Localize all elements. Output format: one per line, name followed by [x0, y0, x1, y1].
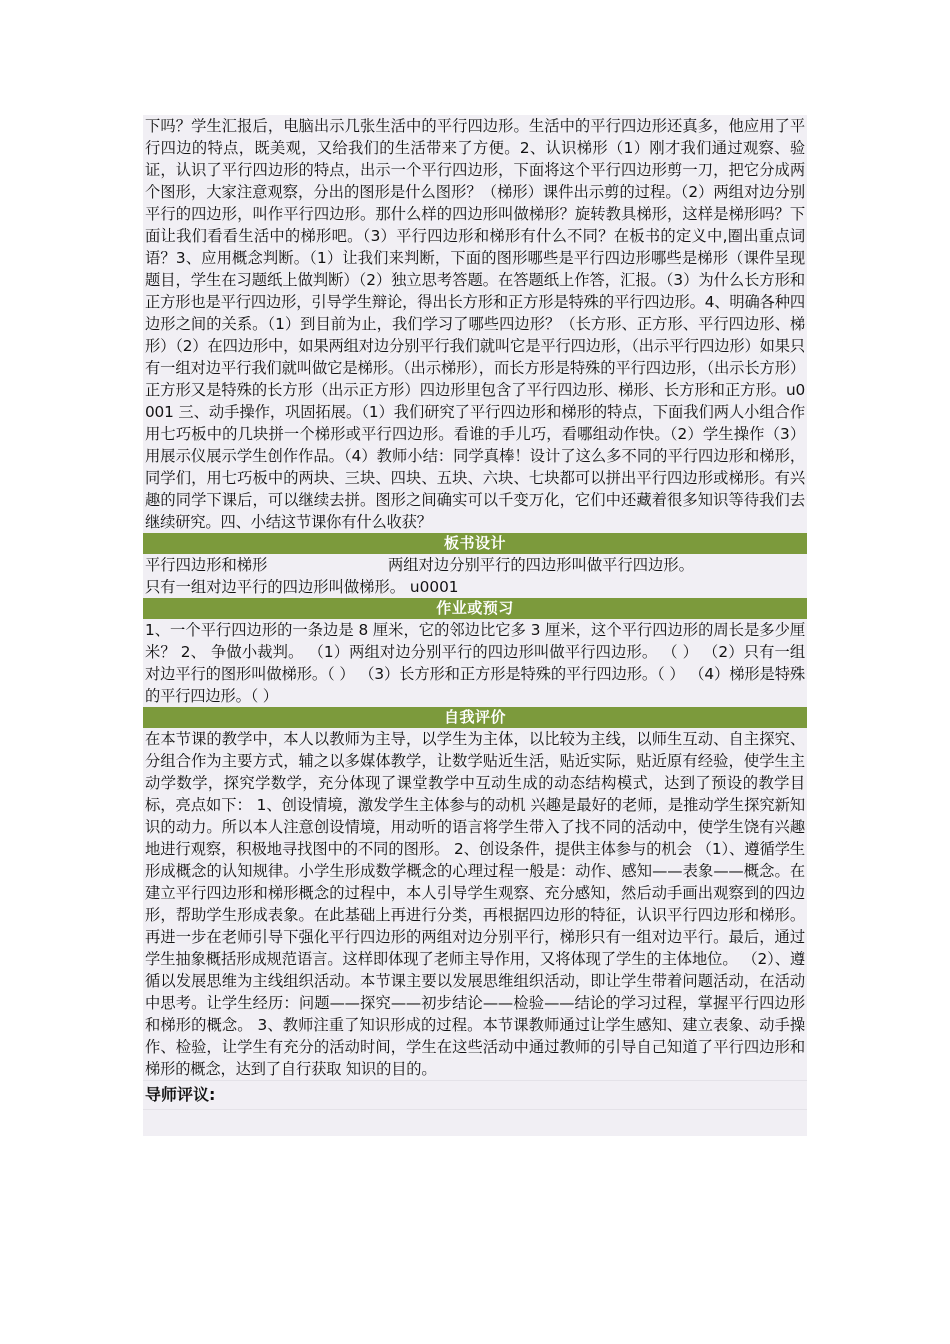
lesson-plan-document: [143, 115, 807, 1136]
tutor-review-area: [143, 1110, 807, 1136]
homework-header: 作业或预习: [143, 598, 807, 619]
tutor-review-label: 导师评议:: [145, 1085, 216, 1104]
board-design-trapezoid-definition: 只有一组对边平行的四边形叫做梯形。 u0001: [145, 578, 459, 596]
board-design-title: 平行四边形和梯形: [145, 556, 268, 574]
board-design-parallelogram-definition: 两组对边分别平行的四边形叫做平行四边形。: [388, 556, 694, 574]
self-evaluation-header: 自我评价: [143, 707, 807, 728]
board-design-header: 板书设计: [143, 533, 807, 554]
homework-text: 1、一个平行四边形的一条边是 8 厘米，它的邻边比它多 3 厘米，这个平行四边形的周长是多少厘米？ 2、 争做小裁判。 （1）两组对边分别平行的四边形叫做平行四边形。 （ ） （2）只有一组对边平行的图形叫做梯形。（ ） （3）长方形和正方形是特殊的平行四边形。（ ） （4）梯形是特殊的平行四边形。（ ）: [145, 621, 805, 705]
self-evaluation-text: 在本节课的教学中，本人以教师为主导，以学生为主体，以比较为主线，以师生互动、自主探究、分组合作为主要方式，辅之以多媒体教学，让数学贴近生活，贴近实际，贴近原有经验，使学生主动学数学，探究学数学，充分体现了课堂教学中互动生成的动态结构模式，达到了预设的教学目标，亮点如下： 1、创设情境，激发学生主体参与的动机 兴趣是最好的老师，是推动学生探究新知识的动力。所以本人注意创设情境，用动听的语言将学生带入了找不同的活动中，使学生饶有兴趣地进行观察，积极地寻找图中的不同的图形。 2、创设条件，提供主体参与的机会 （1）、遵循学生形成概念的认知规律。小学生形成数学概念的心理过程一般是：动作、感知——表象——概念。在建立平行四边形和梯形概念的过程中，本人引导学生观察、充分感知，然后动手画出观察到的四边形，帮助学生形成表象。在此基础上再进行分类，再根据四边形的特征，认识平行四边形和梯形。再进一步在老师引导下强化平行四边形的两组对边分别平行，梯形只有一组对边平行。最后，通过学生抽象概括形成规范语言。这样即体现了老师主导作用，又将体现了学生的主体地位。 （2）、遵循以发展思维为主线组织活动。本节课主要以发展思维组织活动，即让学生带着问题活动，在活动中思考。让学生经历：问题——探究——初步结论——检验——结论的学习过程，掌握平行四边形和梯形的概念。 3、教师注重了知识形成的过程。本节课教师通过让学生感知、建立表象、动手操作、检验，让学生有充分的活动时间，学生在这些活动中通过教师的引导自己知道了平行四边形和梯形的概念，达到了自行获取 知识的目的。: [145, 730, 805, 1078]
teaching-process-text: 下吗？学生汇报后，电脑出示几张生活中的平行四边形。生活中的平行四边形还真多，他应用了平行四边的特点，既美观，又给我们的生活带来了方便。2、认识梯形（1）刚才我们通过观察、验证，认识了平行四边形的特点，出示一个平行四边形，下面将这个平行四边形剪一刀，把它分成两个图形，大家注意观察，分出的图形是什么图形？（梯形）课件出示剪的过程。（2）两组对边分别平行的四边形，叫作平行四边形。那什么样的四边形叫做梯形？旋转教具梯形，这样是梯形吗？下面让我们看看生活中的梯形吧。（3）平行四边形和梯形有什么不同？在板书的定义中,圈出重点词语？3、应用概念判断。（1）让我们来判断，下面的图形哪些是平行四边形哪些是梯形（课件呈现题目，学生在习题纸上做判断）（2）独立思考答题。在答题纸上作答，汇报。（3）为什么长方形和正方形也是平行四边形，引导学生辩论，得出长方形和正方形是特殊的平行四边形。4、明确各种四边形之间的关系。（1）到目前为止，我们学习了哪些四边形？（长方形、正方形、平行四边形、梯形）（2）在四边形中，如果两组对边分别平行我们就叫它是平行四边形，（出示平行四边形）如果只有一组对边平行我们就叫做它是梯形。（出示梯形），而长方形是特殊的平行四边形，（出示长方形）正方形又是特殊的长方形（出示正方形）四边形里包含了平行四边形、梯形、长方形和正方形。u0001 三、动手操作，巩固拓展。（1）我们研究了平行四边形和梯形的特点，下面我们两人小组合作用七巧板中的几块拼一个梯形或平行四边形。看谁的手儿巧，看哪组动作快。（2）学生操作（3）用展示仪展示学生创作作品。（4）教师小结：同学真棒！设计了这么多不同的平行四边形和梯形，同学们，用七巧板中的两块、三块、四块、五块、六块、七块都可以拼出平行四边形或梯形。有兴趣的同学下课后，可以继续去拼。图形之间确实可以千变万化，它们中还藏着很多知识等待我们去继续研究。四、小结这节课你有什么收获？: [145, 117, 805, 531]
board-design-row-1: [143, 554, 807, 576]
